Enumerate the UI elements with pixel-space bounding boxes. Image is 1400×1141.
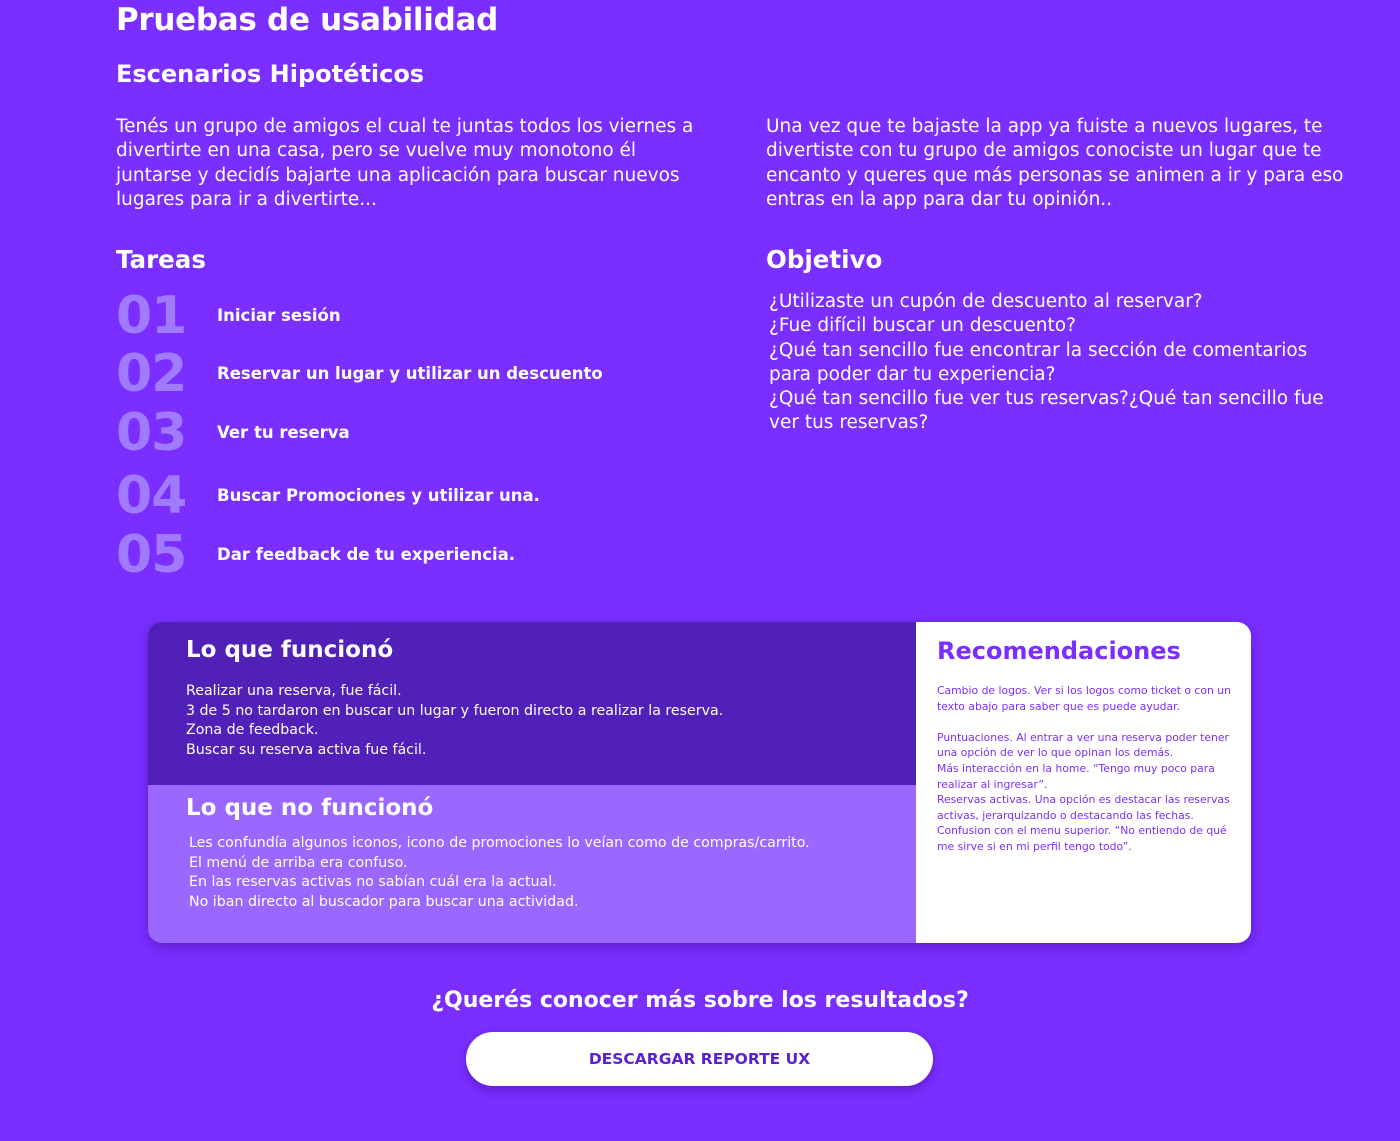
not-worked-line: No iban directo al buscador para buscar una actividad. <box>189 893 579 910</box>
task-label: Reservar un lugar y utilizar un descuento <box>217 364 603 383</box>
task-label: Ver tu reserva <box>217 423 350 442</box>
task-number: 04 <box>116 466 187 526</box>
recommendations-heading: Recomendaciones <box>937 637 1181 665</box>
objective-line: ¿Utilizaste un cupón de descuento al reservar? <box>769 291 1203 312</box>
not-worked-panel <box>148 785 916 943</box>
task-number: 05 <box>116 525 187 585</box>
not-worked-heading: Lo que no funcionó <box>186 795 434 821</box>
worked-list <box>186 682 886 760</box>
worked-line: Realizar una reserva, fue fácil. <box>186 683 402 699</box>
not-worked-list <box>189 834 889 912</box>
worked-line: Buscar su reserva activa fue fácil. <box>186 741 427 758</box>
task-number: 03 <box>116 403 187 463</box>
task-number: 01 <box>116 286 187 346</box>
objective-line: ¿Qué tan sencillo fue ver tus reservas?¿Qué tan sencillo fue ver tus reservas? <box>769 388 1324 434</box>
not-worked-line: En las reservas activas no sabían cuál era la actual. <box>189 874 557 890</box>
task-label: Dar feedback de tu experiencia. <box>217 545 516 564</box>
task-item <box>116 468 676 524</box>
worked-panel <box>148 622 916 785</box>
results-card <box>148 622 1251 943</box>
recommendation-item: Puntuaciones. Al entrar a ver una reserva poder tener una opción de ver lo que opinan los demás. <box>937 730 1229 760</box>
worked-line: 3 de 5 no tardaron en buscar un lugar y fueron directo a realizar la reserva. <box>186 702 724 719</box>
recommendation-item: Reservas activas. Una opción es destacar las reservas activas, jerarquizando o destacando las fechas. <box>937 793 1230 822</box>
task-item <box>116 527 676 583</box>
objective-list <box>769 290 1339 436</box>
worked-heading: Lo que funcionó <box>186 637 394 663</box>
recommendations-list <box>937 683 1237 855</box>
page-title: Pruebas de usabilidad <box>116 2 498 38</box>
task-item <box>116 405 676 461</box>
objective-line: ¿Fue difícil buscar un descuento? <box>769 315 1076 337</box>
task-number: 02 <box>116 344 187 404</box>
worked-line: Zona de feedback. <box>186 722 319 738</box>
recommendation-spacer <box>937 714 1237 730</box>
section-subtitle: Escenarios Hipotéticos <box>116 60 425 88</box>
task-item <box>116 346 676 402</box>
tasks-heading: Tareas <box>116 245 206 274</box>
recommendation-item: Confusion con el menu superior. “No entiendo de qué me sirve si en mi perfil tengo todo”. <box>937 824 1227 853</box>
cta-question: ¿Querés conocer más sobre los resultados? <box>431 988 969 1013</box>
scenario-right: Una vez que te bajaste la app ya fuiste a nuevos lugares, te divertiste con tu grupo de amigos conociste un lugar que te encanto y queres que más personas se animen a ir y para eso entras en la app para dar tu opinión.. <box>766 116 1344 211</box>
not-worked-line: Les confundía algunos iconos, icono de promociones lo veían como de compras/carrito. <box>189 835 810 851</box>
recommendations-panel <box>916 622 1251 943</box>
download-report-button[interactable]: DESCARGAR REPORTE UX <box>466 1032 933 1086</box>
task-item <box>116 288 676 344</box>
recommendation-item: Más interacción en la home. “Tengo muy poco para realizar al ingresar”. <box>937 761 1215 791</box>
objective-line: ¿Qué tan sencillo fue encontrar la sección de comentarios para poder dar tu experiencia? <box>769 339 1308 385</box>
task-label: Buscar Promociones y utilizar una. <box>217 486 540 505</box>
not-worked-line: El menú de arriba era confuso. <box>189 854 408 871</box>
recommendation-item: Cambio de logos. Ver si los logos como ticket o con un texto abajo para saber que es puede ayudar. <box>937 684 1231 713</box>
scenario-left: Tenés un grupo de amigos el cual te juntas todos los viernes a divertirte en una casa, pero se vuelve muy monotono él juntarse y decidís bajarte una aplicación para buscar nuevos lugares para ir a divertirte... <box>116 116 694 211</box>
task-label: Iniciar sesión <box>217 306 341 325</box>
objective-heading: Objetivo <box>766 245 883 274</box>
